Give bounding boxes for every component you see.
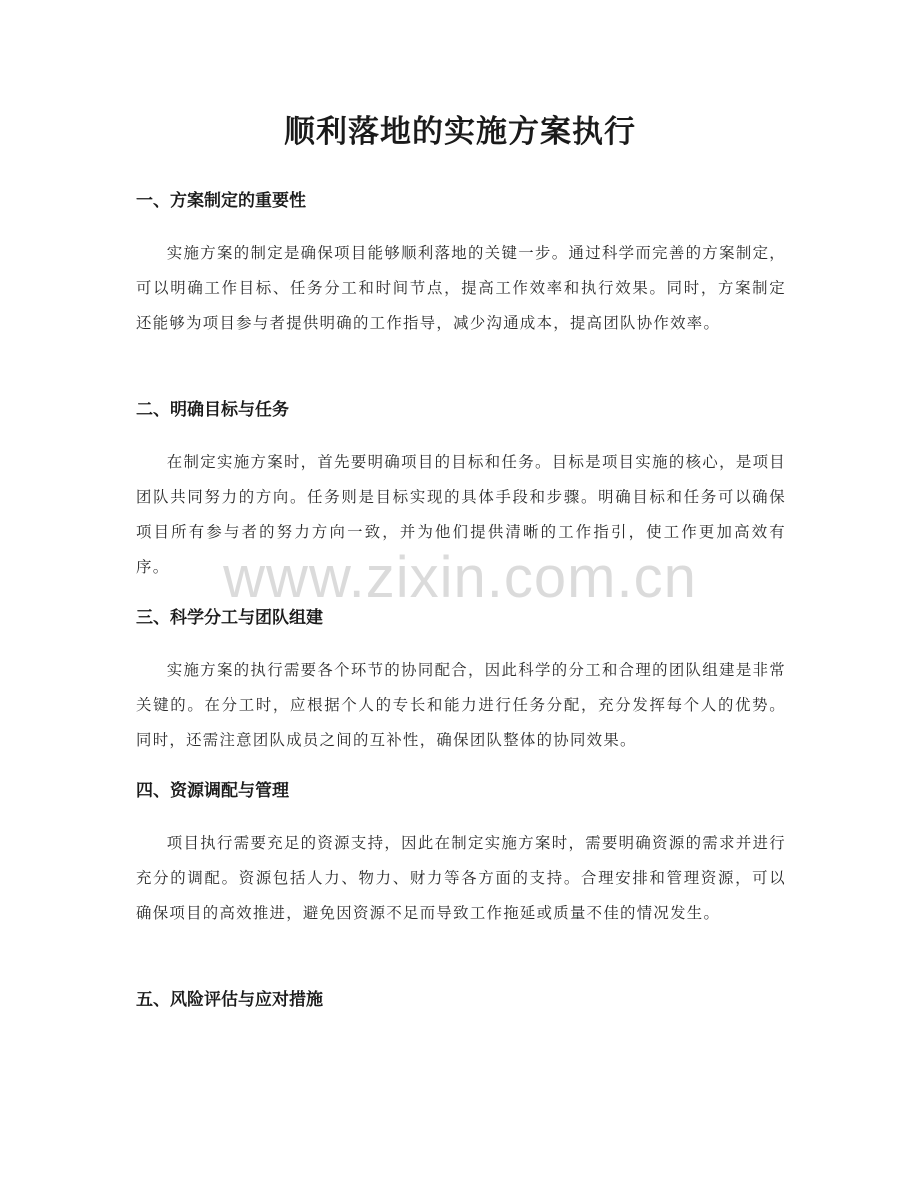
section-heading: 五、风险评估与应对措施 [136, 990, 323, 1010]
document-title: 顺利落地的实施方案执行 [284, 114, 636, 150]
section-3 [136, 605, 786, 758]
section-paragraph: 项目执行需要充足的资源支持，因此在制定实施方案时，需要明确资源的需求并进行充分的调配。资源包括人力、物力、财力等各方面的支持。合理安排和管理资源，可以确保项目的高效推进，避免因资源不足而导致工作拖延或质量不佳的情况发生。 [136, 834, 786, 922]
section-2 [136, 397, 786, 585]
section-5 [136, 987, 786, 1013]
section-heading: 四、资源调配与管理 [136, 781, 289, 801]
section-paragraph: 在制定实施方案时，首先要明确项目的目标和任务。目标是项目实施的核心，是项目团队共同努力的方向。任务则是目标实现的具体手段和步骤。明确目标和任务可以确保项目所有参与者的努力方向一致，并为他们提供清晰的工作指引，使工作更加高效有序。 [136, 453, 786, 576]
section-heading: 二、明确目标与任务 [136, 400, 289, 420]
section-heading: 一、方案制定的重要性 [136, 191, 306, 211]
section-paragraph: 实施方案的制定是确保项目能够顺利落地的关键一步。通过科学而完善的方案制定，可以明确工作目标、任务分工和时间节点，提高工作效率和执行效果。同时，方案制定还能够为项目参与者提供明确的工作指导，减少沟通成本，提高团队协作效率。 [136, 244, 786, 332]
section-paragraph: 实施方案的执行需要各个环节的协同配合，因此科学的分工和合理的团队组建是非常关键的。在分工时，应根据个人的专长和能力进行任务分配，充分发挥每个人的优势。同时，还需注意团队成员之间的互补性，确保团队整体的协同效果。 [136, 661, 786, 749]
section-heading: 三、科学分工与团队组建 [136, 608, 323, 628]
watermark: www.zixin.com.cn [223, 545, 697, 610]
section-4 [136, 778, 786, 931]
section-1 [136, 188, 786, 341]
